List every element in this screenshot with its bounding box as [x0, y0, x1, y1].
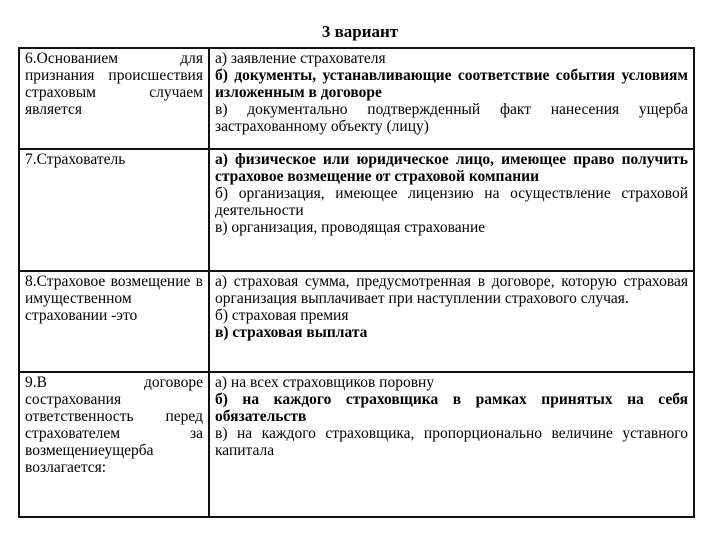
answer-option: б) организация, имеющее лицензию на осуществление страховой деятельности [215, 185, 688, 219]
page-title: 3 вариант [321, 22, 399, 41]
answer-option: б) страховая премия [215, 307, 349, 324]
answer-cell [209, 372, 694, 517]
answer-option: в) на каждого страховщика, пропорционально величине уставного капитала [215, 425, 688, 459]
table-row [19, 149, 694, 271]
answer-option: б) на каждого страховщика в рамках принятых на себя обязательств [215, 391, 688, 425]
answer-option: б) документы, устанавливающие соответствие события условиям изложенным в договоре [215, 67, 688, 101]
table-row [19, 271, 694, 372]
question-cell: 7.Страхователь [19, 149, 209, 271]
question-cell: 6.Основанием для признания происшествия страховым случаем является [19, 48, 209, 149]
answer-option: в) документально подтвержденный факт нанесения ущерба застрахованному объекту (лицу) [215, 101, 688, 135]
answer-option: а) на всех страховщиков поровну [215, 374, 435, 391]
answer-option: в) организация, проводящая страхование [215, 219, 486, 236]
answer-option: в) страховая выплата [215, 324, 368, 341]
answer-option: а) физическое или юридическое лицо, имеющее право получить страховое возмещение от страховой компании [215, 151, 688, 185]
answer-cell [209, 149, 694, 271]
answer-option: а) страховая сумма, предусмотренная в договоре, которую страховая организация выплачивает при наступлении страхового случая. [215, 273, 688, 307]
question-cell: 9.В договоре сострахования ответственность перед страхователем за возмещениеущерба возлагается: [19, 372, 209, 517]
table-row [19, 48, 694, 149]
answer-option: а) заявление страхователя [215, 50, 386, 67]
answer-cell [209, 48, 694, 149]
table-row [19, 372, 694, 517]
question-cell: 8.Страховое возмещение в имущественном страховании -это [19, 271, 209, 372]
question-table [18, 47, 695, 518]
answer-cell [209, 271, 694, 372]
